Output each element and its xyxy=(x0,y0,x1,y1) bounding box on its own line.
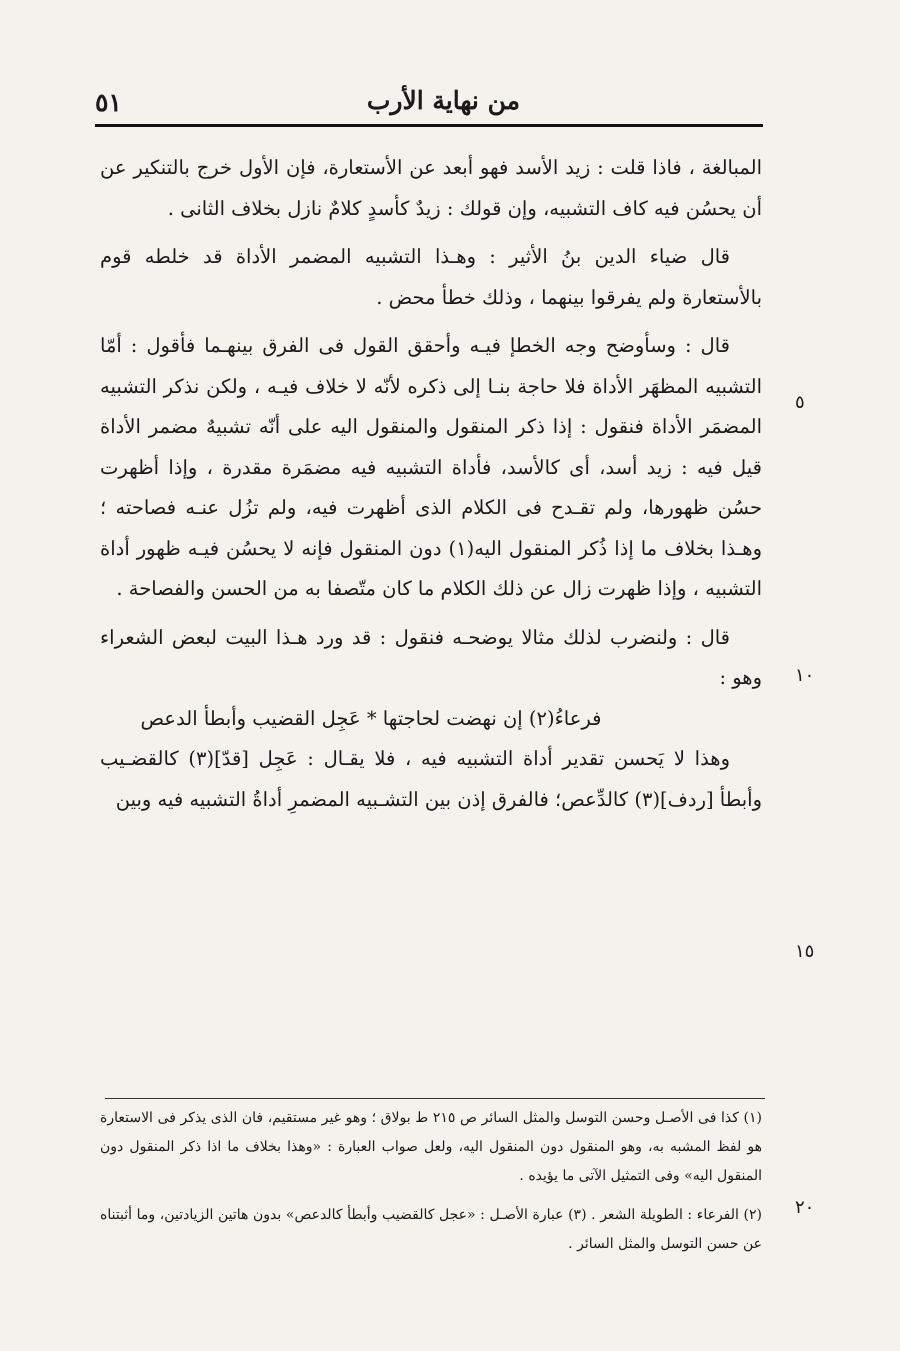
footnotes xyxy=(100,1104,762,1259)
main-text xyxy=(100,148,762,820)
paragraph: قال ضياء الدين بنُ الأثير : وهـذا التشبيه المضمر الأداة قد خلطه قوم بالأستعارة ولم يفرقوا بينهما ، وذلك خطأ محض . xyxy=(100,245,762,309)
page-header xyxy=(95,78,760,122)
footnote: (٢) الفرعاء : الطويلة الشعر . (٣) عبارة الأصـل : «عجل كالقضيب وأبطأ كالدعص» بدون هاتين الزيادتين، وما أثبتناه عن حسن التوسل والمثل السائر . xyxy=(100,1207,762,1252)
running-title: من نهاية الأرب xyxy=(366,86,520,115)
footnote: (١) كذا فى الأصـل وحسن التوسل والمثل السائر ص ٢١٥ ط بولاق ؛ وهو غير مستقيم، فان الذى يذكر فى الاستعارة هو لفظ المشبه به، وهو المنقول دون المنقول اليه، ولعل صواب العبارة : «وهذا بخلاف ما اذا ذكر المنقول دون المنقول اليه» وفى التمثيل الآتى ما يؤيده . xyxy=(100,1110,763,1184)
paragraph: قال : ولنضرب لذلك مثالا يوضحـه فنقول : قد ورد هـذا البيت لبعض الشعراء وهو : xyxy=(100,625,762,689)
line-number: ٢٠ xyxy=(795,1197,815,1218)
line-number: ٥ xyxy=(795,392,805,413)
poetry-verse: فرعاءُ(٢) إن نهضت لحاجتها * عَجِل القضيب وأبطأ الدعص xyxy=(140,706,602,730)
paragraph: وهذا لا يَحسن تقدير أداة التشبيه فيه ، فلا يقـال : عَجِل [قدّ](٣) كالقضـيب وأبطأ [ردف](٣) كالدِّعص؛ فالفرق إذن بين التشـبيه المضمرِ أداةُ التشبيه فيه وبين xyxy=(100,747,762,811)
footnote-rule xyxy=(105,1098,765,1099)
paragraph: قال : وسأوضح وجه الخطإ فيـه وأحقق القول فى الفرق بينهـما فأقول : أمّا التشبيه المظهَر الأداة فلا حاجة بنـا إلى ذكره لأنّه لا خلاف فيـه ، ولكن نذكر التشبيه المضمَر الأداة فنقول : إذا ذكر المنقول والمنقول اليه على أنّه تشبيهٌ مضمر الأداة قيل فيه : زيد أسد، أى كالأسد، فأداة التشبيه فيه مضمَرة مقدرة ، وإذا أظهرت حسُن ظهورها، ولم تقـدح فى الكلام الذى أظهرت فيه، ولم تزُل عنـه فصاحته ؛ وهـذا بخلاف ما إذا ذُكر المنقول اليه(١) دون المنقول فإنه لا يحسُن فيـه ظهور أداة التشبيه ، وإذا ظهرت زال عن ذلك الكلام ما كان متّصفا به من الحسن والفصاحة . xyxy=(100,334,763,600)
header-rule xyxy=(95,124,763,127)
paragraph: المبالغة ، فاذا قلت : زيد الأسد فهو أبعد عن الأستعارة، فإن الأول خرج بالتنكير عن أن يحسُن فيه كاف التشبيه، وإن قولك : زيدٌ كأسدٍ كلامٌ نازل بخلاف الثانى . xyxy=(100,156,762,220)
line-number: ١٠ xyxy=(795,665,815,686)
page-number: ٥١ xyxy=(95,88,122,117)
line-number: ١٥ xyxy=(795,941,815,962)
